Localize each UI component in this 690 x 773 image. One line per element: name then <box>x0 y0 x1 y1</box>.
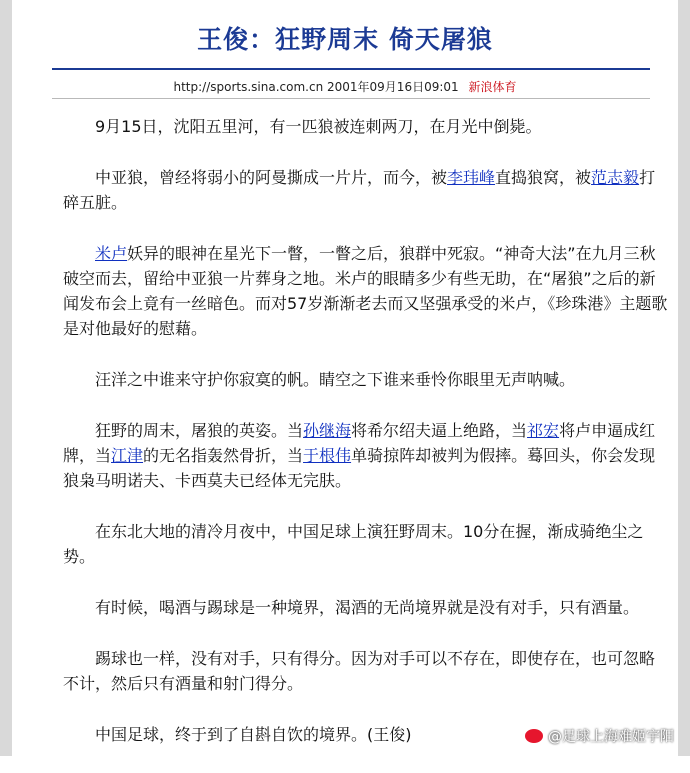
left-margin <box>0 0 12 756</box>
paragraph-text: 单骑掠阵却被判为假摔。蓦回头，你会发现狼枭马明诺夫、卡西莫夫已经体无完肤。 <box>63 446 656 490</box>
paragraph-text: 将卢申逼成红牌，当 <box>63 421 656 465</box>
paragraph-text: 中亚狼，曾经将弱小的阿曼撕成一片片，而今，被 <box>95 168 448 187</box>
meta-divider <box>52 98 650 99</box>
article-body <box>63 114 668 773</box>
weibo-watermark <box>524 726 674 746</box>
paragraph-text: 有时候，喝酒与踢球是一种境界，渴酒的无尚境界就是没有对手，只有酒量。 <box>95 598 640 617</box>
player-link[interactable]: 米卢 <box>95 244 128 263</box>
paragraph-text: 打碎五脏。 <box>63 168 656 212</box>
weibo-icon <box>524 728 544 744</box>
paragraph-text: 在东北大地的清冷月夜中，中国足球上演狂野周末。10分在握，渐成骑绝尘之势。 <box>63 522 644 566</box>
watermark-text: @足球上海难姬宇阳 <box>548 729 674 745</box>
player-link[interactable]: 李玮峰 <box>447 168 496 187</box>
paragraph-text: 的无名指轰然骨折，当 <box>143 446 304 465</box>
article-paragraph <box>63 595 668 620</box>
paragraph-text: 汪洋之中谁来守护你寂寞的帆。睛空之下谁来垂怜你眼里无声呐喊。 <box>95 370 576 389</box>
publish-date: 2001年09月16日09:01 <box>327 80 459 94</box>
article-paragraph <box>63 418 668 493</box>
source-name[interactable]: 新浪体育 <box>468 80 517 94</box>
paragraph-text: 9月15日，沈阳五里河，有一匹狼被连刺两刀，在月光中倒毙。 <box>95 117 542 136</box>
player-link[interactable]: 江津 <box>111 446 144 465</box>
article-paragraph <box>63 367 668 392</box>
article-paragraph <box>63 165 668 215</box>
article-paragraph <box>63 114 668 139</box>
player-link[interactable]: 范志毅 <box>591 168 640 187</box>
paragraph-text: 将希尔绍夫逼上绝路，当 <box>351 421 528 440</box>
paragraph-text: 踢球也一样，没有对手，只有得分。因为对手可以不存在，即使存在，也可忽略不计，然后只有酒量和射门得分。 <box>63 649 656 693</box>
article-paragraph <box>63 519 668 569</box>
player-link[interactable]: 祁宏 <box>527 421 560 440</box>
paragraph-text: 直捣狼窝，被 <box>495 168 592 187</box>
player-link[interactable]: 于根伟 <box>303 446 352 465</box>
paragraph-text: 妖异的眼神在星光下一瞥，一瞥之后，狼群中死寂。“神奇大法”在九月三秋破空而去，留给中亚狼一片葬身之地。米卢的眼睛多少有些无助，在“屠狼”之后的新闻发布会上竟有一丝暗色。而对57岁渐渐老去而又坚强承受的米卢，《珍珠港》主题歌是对他最好的慰藉。 <box>63 244 668 338</box>
article-page <box>12 0 678 756</box>
article-paragraph <box>63 241 668 341</box>
paragraph-text: 中国足球，终于到了自斟自饮的境界。(王俊) <box>95 725 412 744</box>
article-title: 王俊：狂野周末 倚天屠狼 <box>197 25 493 54</box>
player-link[interactable]: 孙继海 <box>303 421 352 440</box>
paragraph-text: 狂野的周末，屠狼的英姿。当 <box>95 421 304 440</box>
right-margin <box>678 0 690 756</box>
title-divider <box>52 68 650 70</box>
article-paragraph <box>63 646 668 696</box>
article-meta <box>12 78 678 95</box>
source-url[interactable]: http://sports.sina.com.cn <box>173 80 324 94</box>
